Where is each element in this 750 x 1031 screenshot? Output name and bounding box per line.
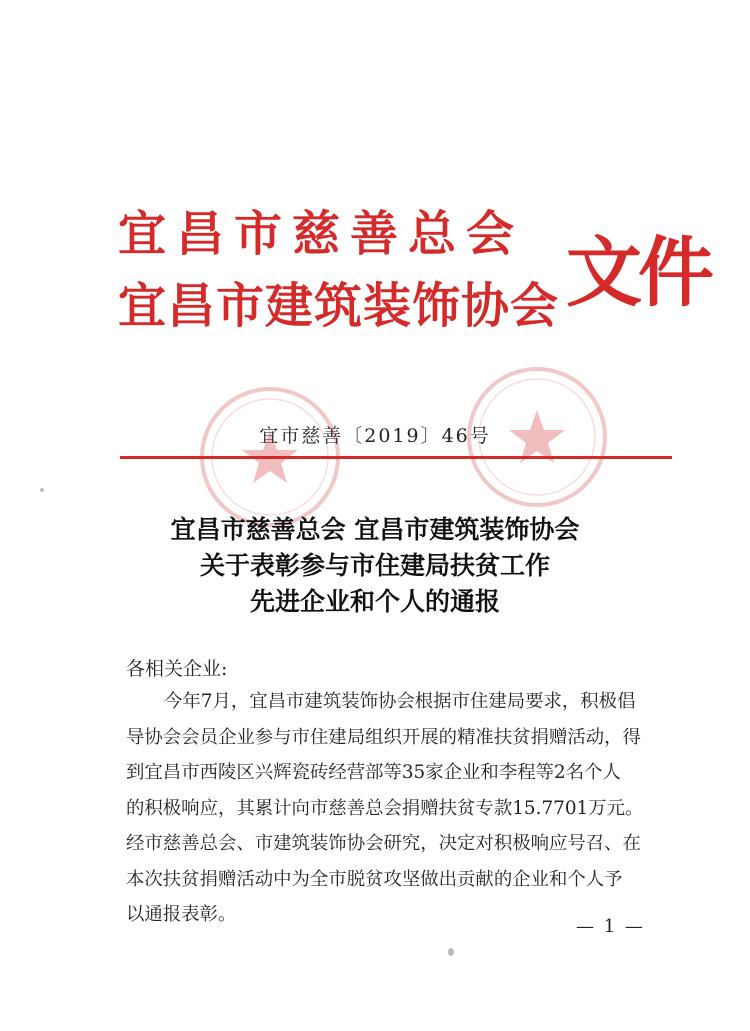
title-line-1: 宜昌市慈善总会 宜昌市建筑装饰协会 xyxy=(170,515,580,544)
salutation: 各相关企业: xyxy=(126,658,228,680)
body-line: 的积极响应，其累计向市慈善总会捐赠扶贫专款15.7701万元。 xyxy=(126,797,644,819)
body-line: 今年7月，宜昌市建筑装饰协会根据市住建局要求，积极倡 xyxy=(164,691,636,712)
page-number: — 1 — xyxy=(576,916,645,937)
body-line: 导协会会员企业参与市住建局组织开展的精准扶贫捐赠活动，得 xyxy=(126,726,641,748)
document-title xyxy=(0,512,750,620)
header-org-line-1: 宜昌市慈善总会 xyxy=(118,206,525,262)
red-divider-line xyxy=(120,456,672,459)
document-number: 宜市慈善〔2019〕46号 xyxy=(259,425,491,447)
header-doc-type: 文件 xyxy=(566,228,710,317)
body-line: 经市慈善总会、市建筑装饰协会研究，决定对积极响应号召、在 xyxy=(126,833,641,854)
body-line: 到宜昌市西陵区兴辉瓷砖经营部等35家企业和李程等2名个人 xyxy=(126,762,621,783)
body-line: 以通报表彰。 xyxy=(126,904,237,925)
body-paragraph xyxy=(126,684,656,933)
scan-speck xyxy=(40,488,44,492)
document-header xyxy=(118,198,710,348)
body-line: 本次扶贫捐赠活动中为全市脱贫攻坚做出贡献的企业和个人予 xyxy=(126,868,623,890)
scan-speck xyxy=(448,948,454,956)
title-line-3: 先进企业和个人的通报 xyxy=(249,587,500,616)
title-line-2: 关于表彰参与市住建局扶贫工作 xyxy=(199,551,550,580)
header-org-line-2: 宜昌市建筑装饰协会 xyxy=(118,278,560,334)
